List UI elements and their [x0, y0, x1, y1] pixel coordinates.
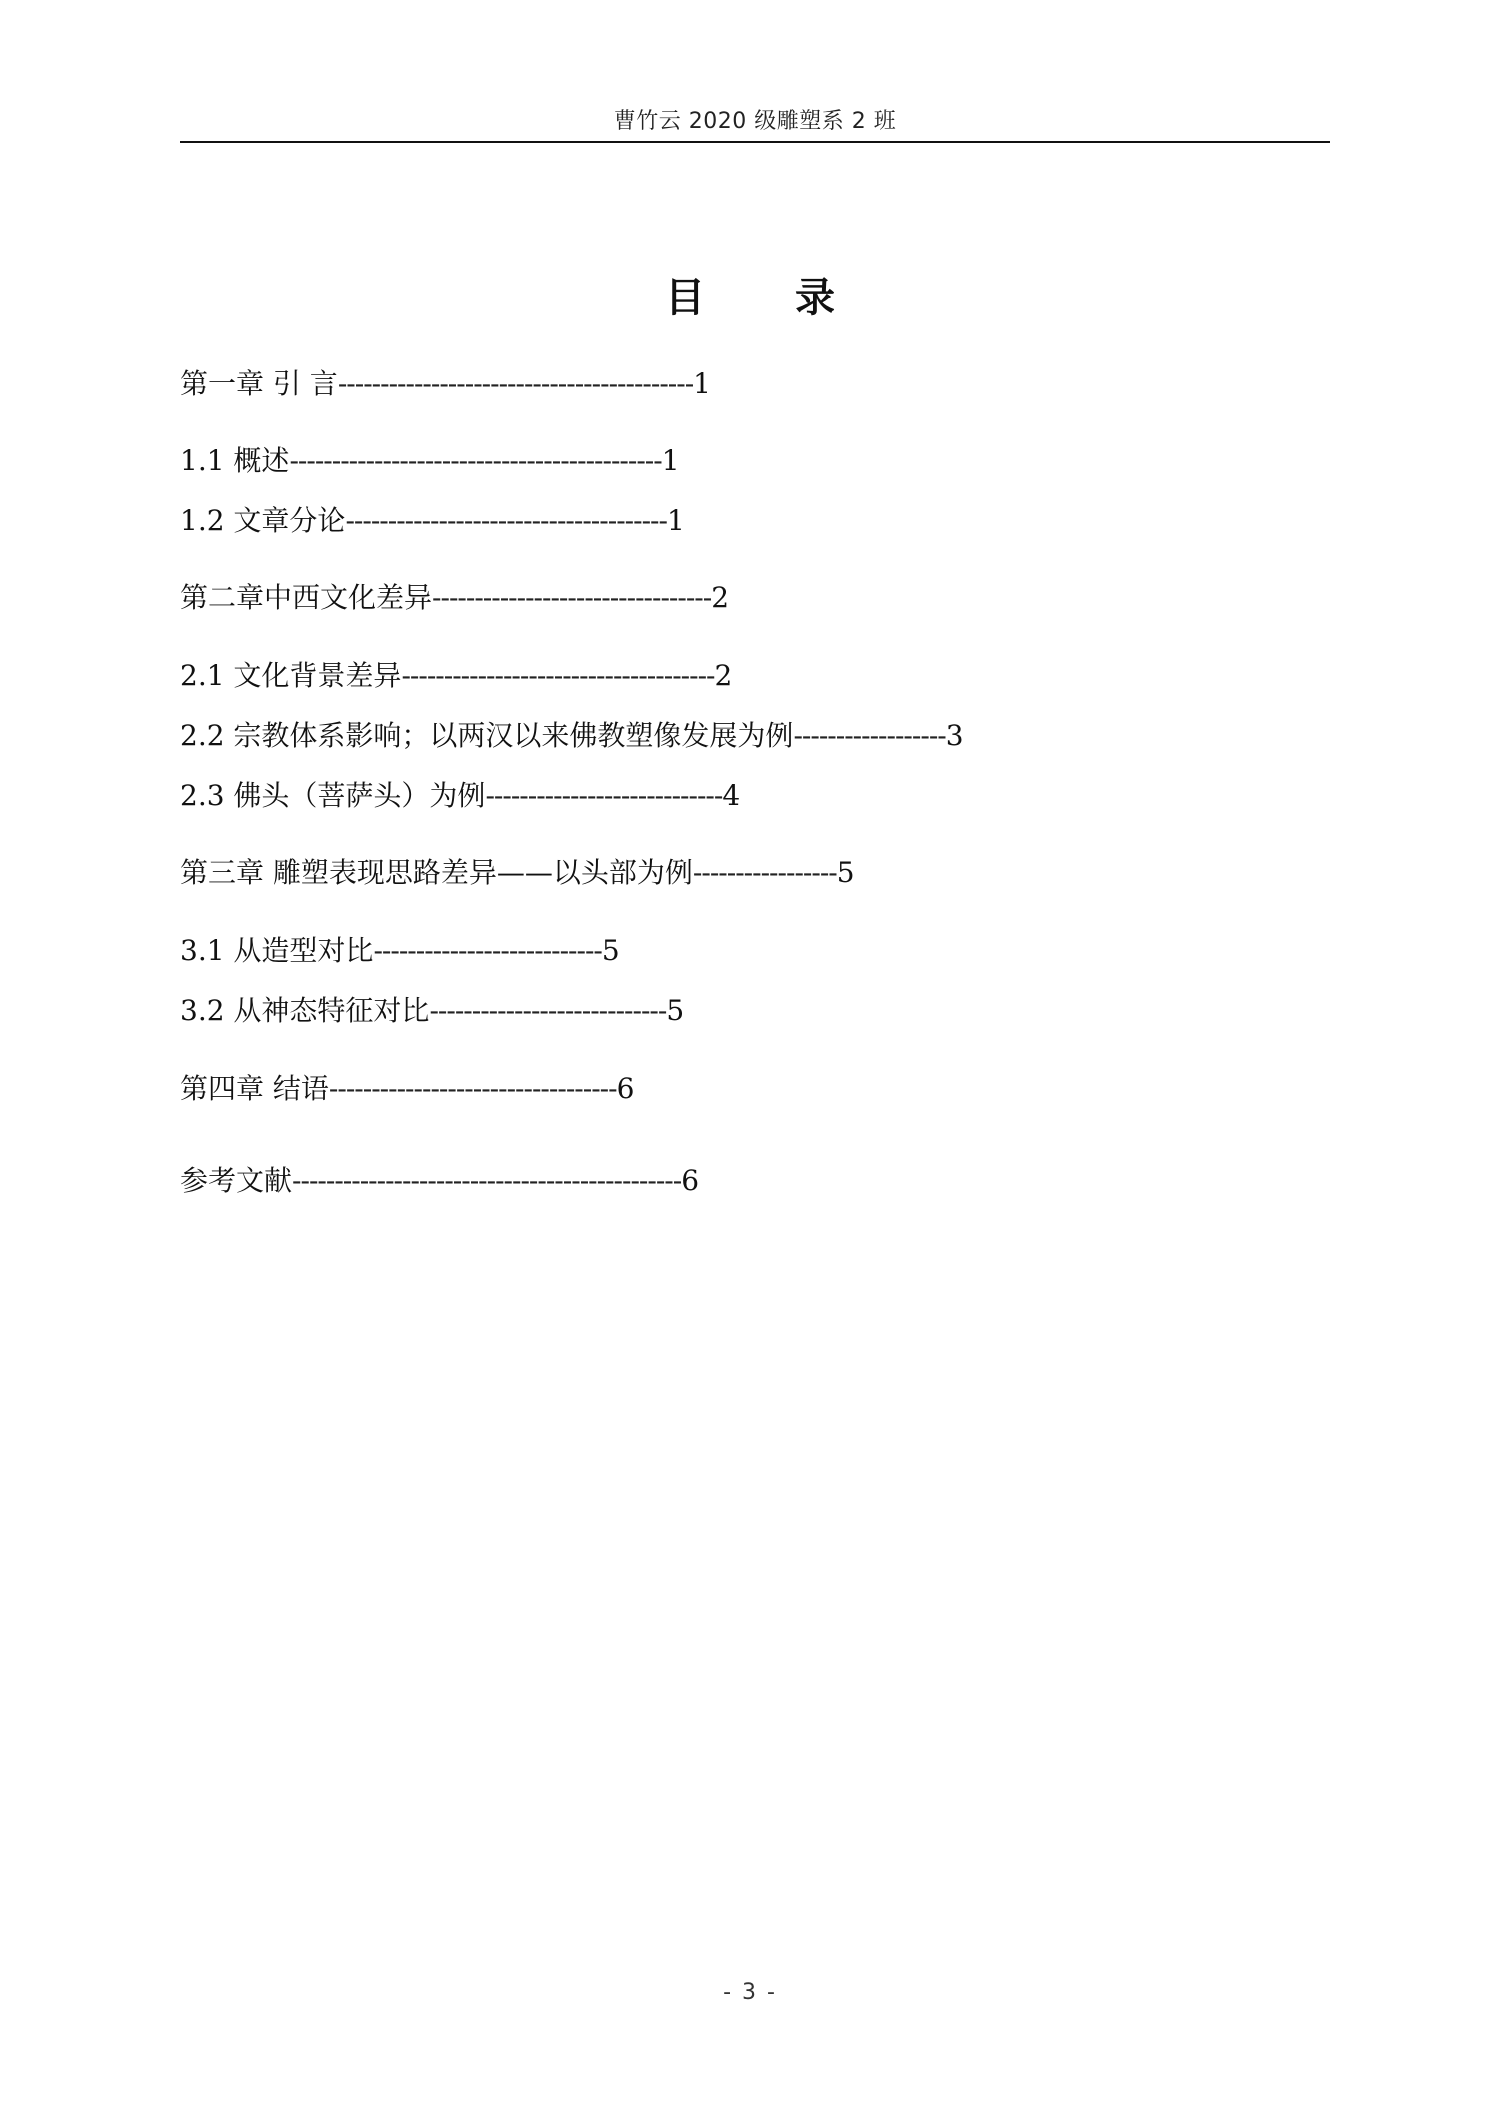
toc-entry-label: 2.1 文化背景差异 — [180, 659, 402, 692]
toc-entry-label: 3.1 从造型对比 — [180, 934, 374, 967]
toc-leader-dots: --------------------------------- — [432, 581, 712, 614]
toc-entry-chapter-4 — [180, 1071, 634, 1107]
toc-leader-dots: ------------------------------------- — [401, 659, 715, 692]
toc-entry-chapter-1 — [180, 366, 711, 402]
toc-leader-dots: ------------------------------------------ — [337, 367, 694, 400]
toc-entry-label: 1.2 文章分论 — [180, 504, 346, 537]
toc-entry-3-1 — [180, 933, 620, 969]
toc-entry-page: 2 — [714, 659, 733, 692]
toc-leader-dots: ---------------------------------- — [328, 1072, 617, 1105]
toc-leader-dots: -------------------------------------- — [345, 504, 667, 537]
toc-entry-page: 6 — [616, 1072, 635, 1105]
toc-entry-page: 3 — [945, 719, 964, 752]
running-header: 曹竹云 2020 级雕塑系 2 班 — [613, 109, 897, 134]
toc-entry-label: 参考文献 — [180, 1164, 293, 1197]
toc-entry-label: 1.1 概述 — [180, 444, 290, 477]
toc-entry-page: 5 — [601, 934, 620, 967]
toc-entry-page: 6 — [681, 1164, 700, 1197]
toc-entry-page: 5 — [836, 856, 855, 889]
toc-entry-page: 2 — [711, 581, 730, 614]
toc-entry-label: 3.2 从神态特征对比 — [180, 994, 430, 1027]
toc-entry-label: 第三章 雕塑表现思路差异——以头部为例 — [180, 856, 693, 889]
toc-entry-page: 5 — [666, 994, 685, 1027]
toc-entry-2-1 — [180, 658, 732, 694]
toc-entry-label: 2.2 宗教体系影响；以两汉以来佛教塑像发展为例 — [180, 719, 794, 752]
toc-entry-1-2 — [180, 503, 685, 539]
toc-entry-label: 第一章 引 言 — [180, 367, 338, 400]
toc-title: 目 录 — [665, 275, 873, 321]
toc-leader-dots: -------------------------------------------- — [289, 444, 662, 477]
toc-entry-2-3 — [180, 778, 740, 814]
toc-entry-label: 2.3 佛头（菩萨头）为例 — [180, 779, 486, 812]
toc-entry-label: 第四章 结语 — [180, 1072, 329, 1105]
toc-leader-dots: ------------------ — [793, 719, 946, 752]
toc-leader-dots: ---------------------------- — [429, 994, 667, 1027]
toc-entry-page: 4 — [722, 779, 741, 812]
toc-entry-references — [180, 1163, 699, 1199]
toc-entry-page: 1 — [661, 444, 680, 477]
toc-entry-3-2 — [180, 993, 684, 1029]
toc-leader-dots: ---------------------------- — [485, 779, 723, 812]
toc-entry-label: 第二章中西文化差异 — [180, 581, 433, 614]
toc-entry-chapter-2 — [180, 580, 729, 616]
toc-entry-chapter-3 — [180, 855, 855, 891]
toc-entry-page: 1 — [666, 504, 685, 537]
header-rule — [180, 141, 1330, 143]
toc-leader-dots: --------------------------- — [373, 934, 602, 967]
toc-entry-1-1 — [180, 443, 680, 479]
toc-entry-page: 1 — [693, 367, 711, 400]
toc-leader-dots: ---------------------------------------------- — [292, 1164, 682, 1197]
toc-leader-dots: ----------------- — [692, 856, 837, 889]
toc-entry-2-2 — [180, 718, 964, 754]
page-number: - 3 - — [723, 1980, 777, 2005]
